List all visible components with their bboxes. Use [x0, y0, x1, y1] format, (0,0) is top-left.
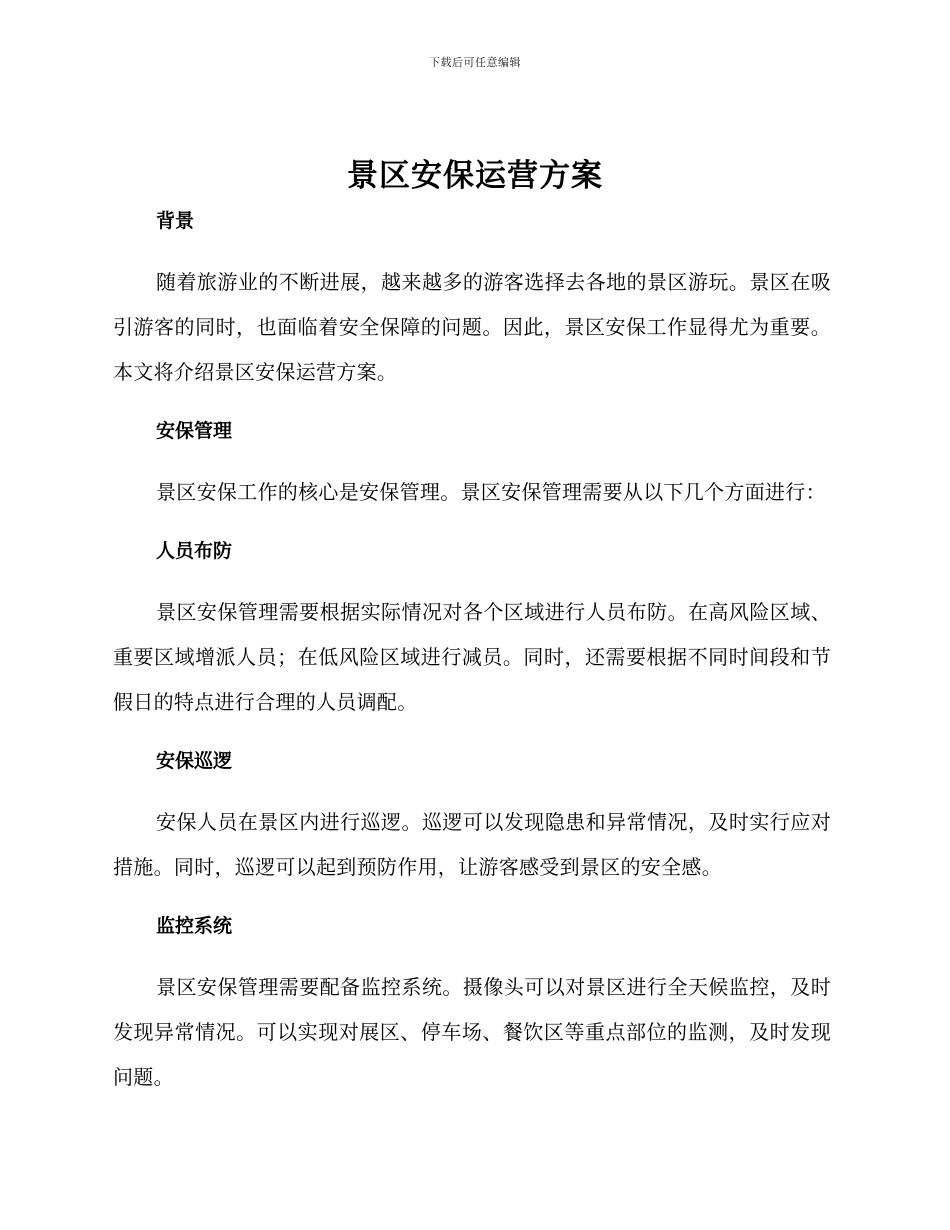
section-heading: 人员布防 — [156, 540, 233, 562]
section-monitoring-system — [113, 908, 831, 1100]
header-note: 下载后可任意编辑 — [429, 56, 521, 69]
section-heading: 安保巡逻 — [156, 750, 233, 772]
section-paragraph: 景区安保管理需要配备监控系统。摄像头可以对景区进行全天候监控，及时发现异常情况。可以实现对展区、停车场、餐饮区等重点部位的监测，及时发现问题。 — [113, 975, 831, 1089]
document-body — [113, 203, 831, 1100]
section-security-patrol — [113, 743, 831, 908]
section-heading: 监控系统 — [156, 915, 233, 937]
section-background — [113, 203, 831, 413]
section-paragraph: 随着旅游业的不断进展，越来越多的游客选择去各地的景区游玩。景区在吸引游客的同时，也面临着安全保障的问题。因此，景区安保工作显得尤为重要。本文将介绍景区安保运营方案。 — [113, 270, 831, 384]
section-paragraph: 景区安保管理需要根据实际情况对各个区域进行人员布防。在高风险区域、重要区域增派人员；在低风险区域进行减员。同时，还需要根据不同时间段和节假日的特点进行合理的人员调配。 — [113, 600, 831, 714]
document-title: 景区安保运营方案 — [347, 158, 603, 194]
section-paragraph: 安保人员在景区内进行巡逻。巡逻可以发现隐患和异常情况，及时实行应对措施。同时，巡逻可以起到预防作用，让游客感受到景区的安全感。 — [113, 810, 831, 879]
section-paragraph: 景区安保工作的核心是安保管理。景区安保管理需要从以下几个方面进行： — [156, 480, 826, 504]
section-heading: 背景 — [156, 210, 195, 232]
section-staff-deployment — [113, 533, 831, 743]
section-security-management — [113, 413, 831, 533]
section-heading: 安保管理 — [156, 420, 233, 442]
